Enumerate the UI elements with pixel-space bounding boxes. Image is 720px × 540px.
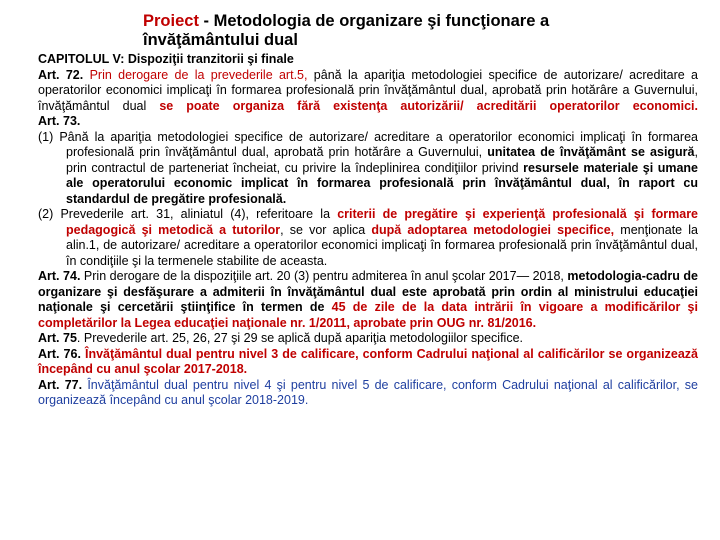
document-title	[143, 12, 663, 50]
art73-item2-t1: Prevederile art. 31, aliniatul (4), referitoare la	[60, 207, 338, 221]
art73-item-1	[38, 130, 698, 208]
document-body	[38, 52, 698, 409]
art73-item1-num: (1)	[38, 129, 60, 144]
art72-text: până la apariţia metodologiei specifice de autorizare/ acreditare a operatorilor economici implicaţi în formarea profesională prin învăţământul dual, aprobată prin hotărâre a Guvernului, învăţământul dual	[38, 67, 698, 113]
article-72	[38, 68, 698, 115]
article-75	[38, 331, 698, 347]
article-74	[38, 269, 698, 331]
art74-t1: Prin derogare de la dispoziţiile art. 20 (3) pentru admiterea în anul şcolar 2017— 2018,	[80, 269, 568, 283]
art73-label: Art. 73.	[38, 114, 81, 128]
title-prefix: Proiect	[143, 12, 199, 30]
art73-item2-num: (2)	[38, 207, 61, 221]
art73-item1-t4: resursele materiale şi umane ale operatorului economic implicat în formarea profesională prin învăţământul dual, în raport cu standardul de pregătire profesională.	[66, 160, 699, 206]
art72-derogation: Prin derogare de la prevederile art.5,	[83, 67, 308, 82]
title-separator: -	[198, 12, 214, 30]
art72-highlight: se poate organiza fără existenţa autorizării/ acreditării operatorilor economici.	[159, 98, 698, 113]
art73-item2-t2: criterii de pregătire şi experienţă profesională şi formare pedagogică şi metodică a tutorilor	[66, 207, 699, 237]
art77-label: Art. 77.	[38, 377, 83, 392]
art77-t1: Învăţământul dual pentru nivel 4 şi pentru nivel 5 de calificare, conform Cadrului naţional al calificărilor, se organizează începând cu anul şcolar 2018-2019.	[38, 377, 698, 407]
article-76	[38, 347, 698, 378]
art73-item2-t5: menţionate la alin.1, de autorizare/ acreditare a operatorilor economici implicaţi în formarea profesională prin învăţământul dual, în condiţiile şi la termenele stabilite de aceasta.	[66, 222, 698, 268]
art75-label: Art. 75	[38, 331, 77, 345]
art73-item2-t3: , se vor aplica	[280, 222, 372, 237]
chapter-heading: CAPITOLUL V: Dispoziţii tranzitorii şi finale	[38, 52, 294, 66]
article-77	[38, 378, 698, 409]
art75-t1: . Prevederile art. 25, 26, 27 şi 29 se aplică după apariţia metodologiilor specifice.	[76, 331, 523, 345]
art73-item-2	[38, 207, 698, 269]
art76-t1: Învăţământul dual pentru nivel 3 de calificare, conform Cadrului naţional al calificărilor se organizează începând cu anul şcolar 2017-2018.	[38, 346, 698, 376]
art73-item1-t1: Până la apariţia metodologiei specifice de autorizare/ acreditare a operatorilor economici implicaţi în formarea profesională prin învăţământul dual, aprobată prin hotărâre a Guvernului,	[59, 129, 698, 159]
art74-t3: 45 de zile de la data intrării în vigoare a modificărilor şi completărilor la Legea educaţiei naţionale nr. 1/2011, aprobate prin OUG nr. 81/2016.	[38, 300, 698, 330]
art76-label: Art. 76.	[38, 346, 81, 361]
art72-label: Art. 72.	[38, 67, 84, 82]
title-text: Metodologia de organizare şi funcţionare a învăţământului dual	[143, 12, 550, 49]
art73-item2-t4: după adoptarea metodologiei specifice,	[371, 222, 615, 237]
art74-label: Art. 74.	[38, 269, 81, 283]
art74-t2: metodologia-cadru de organizare şi desfăşurare a admiterii în învăţământul dual este aprobată prin ordin al ministrului educaţiei naţionale şi cercetării ştiinţifice în termen de	[38, 269, 698, 314]
art73-item1-t3: , prin contractul de parteneriat încheiat, cu privire la îndeplinirea condiţiilor privind	[66, 145, 698, 175]
art73-item1-t2: unitatea de învăţământ se asigură	[487, 145, 695, 159]
